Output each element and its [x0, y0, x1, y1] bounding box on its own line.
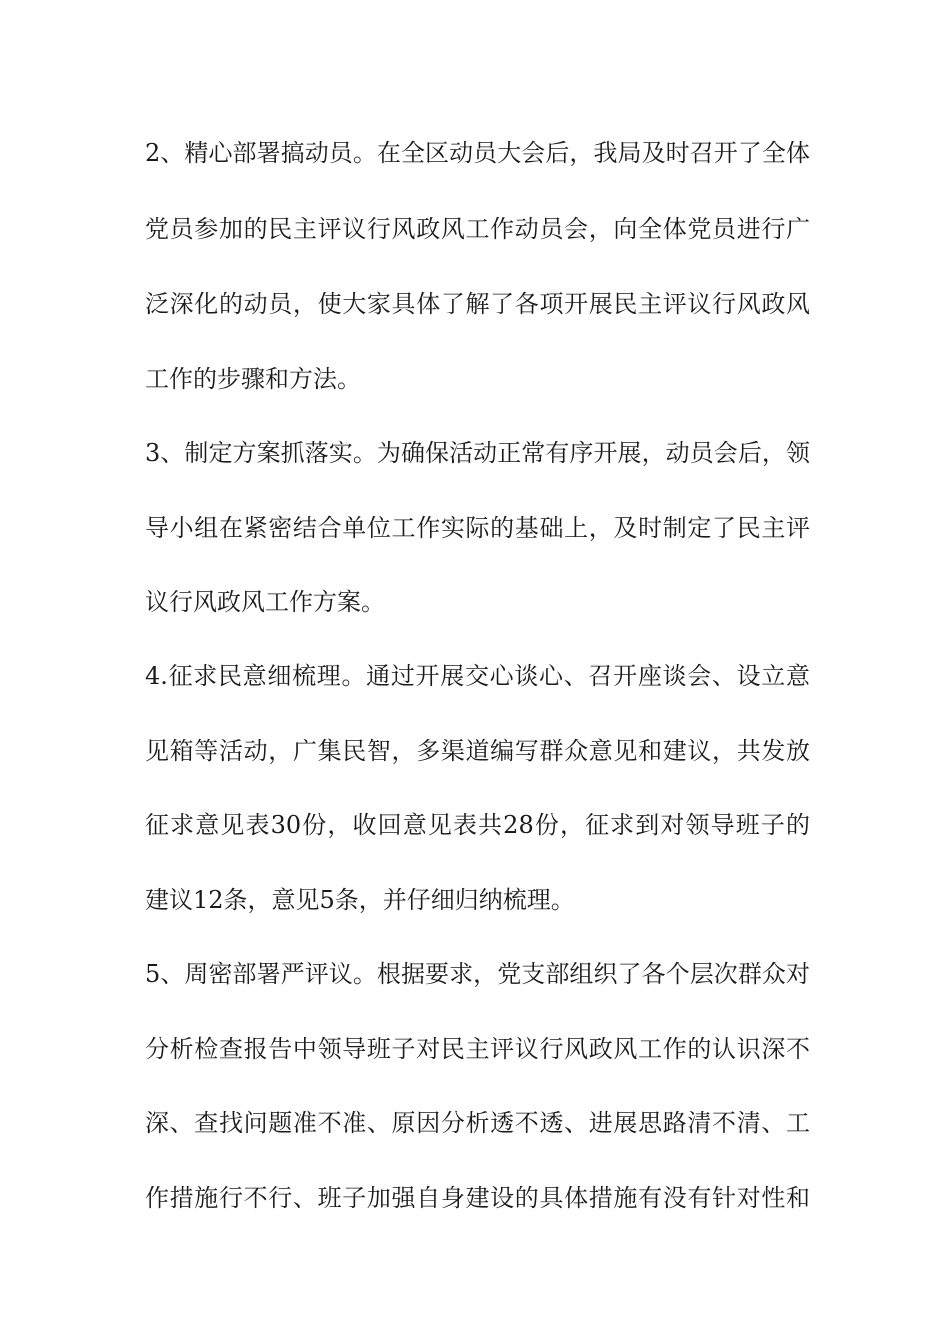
paragraph-4-line-3: 深、查找问题准不准、原因分析透不透、进展思路清不清、工: [145, 1109, 810, 1137]
paragraph-3-line-2: 见箱等活动，广集民智，多渠道编写群众意见和建议，共发放: [145, 737, 810, 765]
paragraph-1-line-1: 2、精心部署搞动员。在全区动员大会后，我局及时召开了全体: [145, 139, 810, 167]
paragraph-3-line-4: 建议12条，意见5条，并仔细归纳梳理。: [145, 886, 575, 914]
paragraph-4-line-4: 作措施行不行、班子加强自身建设的具体措施有没有针对性和: [145, 1184, 810, 1212]
paragraph-4-line-2: 分析检查报告中领导班子对民主评议行风政风工作的认识深不: [145, 1035, 810, 1063]
paragraph-3-line-3: 征求意见表30份，收回意见表共28份，征求到对领导班子的: [145, 811, 810, 839]
paragraph-1-line-3: 泛深化的动员，使大家具体了解了各项开展民主评议行风政风: [145, 290, 810, 318]
paragraph-1-line-4: 工作的步骤和方法。: [145, 365, 361, 393]
paragraph-4-line-1: 5、周密部署严评议。根据要求，党支部组织了各个层次群众对: [145, 960, 810, 988]
paragraph-2-line-2: 导小组在紧密结合单位工作实际的基础上，及时制定了民主评: [145, 514, 810, 542]
paragraph-3-line-1: 4.征求民意细梳理。通过开展交心谈心、召开座谈会、设立意: [145, 662, 810, 690]
paragraph-2-line-3: 议行风政风工作方案。: [145, 588, 385, 616]
paragraph-1-line-2: 党员参加的民主评议行风政风工作动员会，向全体党员进行广: [145, 215, 810, 243]
paragraph-2-line-1: 3、制定方案抓落实。为确保活动正常有序开展，动员会后，领: [145, 439, 810, 467]
